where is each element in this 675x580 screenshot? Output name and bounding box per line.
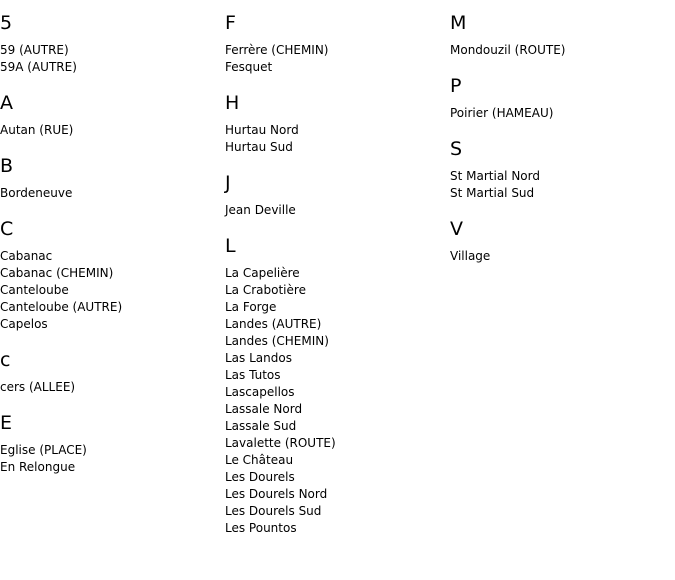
letter-group — [0, 155, 225, 202]
letter-group — [450, 218, 675, 265]
street-list — [450, 168, 675, 202]
street-list-item: Autan (RUE) — [0, 123, 74, 137]
letter-group — [0, 349, 225, 396]
street-list-item: St Martial Nord — [450, 169, 540, 183]
street-list-item: Fesquet — [225, 60, 273, 74]
index-column — [0, 12, 225, 580]
letter-heading: J — [225, 172, 231, 194]
street-list-item: La Crabotière — [225, 283, 306, 297]
letter-group — [0, 12, 225, 76]
letter-group — [450, 12, 675, 59]
letter-heading: 5 — [0, 12, 13, 34]
letter-group — [450, 138, 675, 202]
street-index — [0, 12, 675, 580]
street-list — [0, 248, 225, 333]
street-list — [225, 42, 450, 76]
letter-heading: F — [225, 12, 236, 34]
letter-group — [450, 75, 675, 122]
index-column — [225, 12, 450, 580]
street-list — [225, 265, 450, 537]
letter-group — [225, 172, 450, 219]
street-list-item: 59 (AUTRE) — [0, 43, 69, 57]
street-list-item: Poirier (HAMEAU) — [450, 106, 554, 120]
street-list-item: La Capelière — [225, 266, 300, 280]
street-list — [450, 248, 675, 265]
letter-group — [225, 92, 450, 156]
street-list — [450, 42, 675, 59]
street-list-item: Le Château — [225, 453, 294, 467]
street-list-item: La Forge — [225, 300, 277, 314]
street-list-item: Bordeneuve — [0, 186, 73, 200]
street-list-item: Les Dourels — [225, 470, 295, 484]
street-list-item: Les Pountos — [225, 521, 297, 535]
letter-heading: M — [450, 12, 467, 34]
letter-heading: P — [450, 75, 462, 97]
street-list — [0, 42, 225, 76]
street-list-item: Hurtau Sud — [225, 140, 293, 154]
street-list — [225, 202, 450, 219]
street-list-item: Cabanac (CHEMIN) — [0, 266, 114, 280]
letter-heading: c — [0, 349, 11, 371]
street-list-item: Lassale Sud — [225, 419, 297, 433]
letter-heading: B — [0, 155, 14, 177]
street-list-item: Las Tutos — [225, 368, 281, 382]
letter-heading: V — [450, 218, 463, 240]
street-list — [0, 442, 225, 476]
street-list-item: cers (ALLEE) — [0, 380, 76, 394]
street-list-item: Ferrère (CHEMIN) — [225, 43, 329, 57]
street-list-item: En Relongue — [0, 460, 76, 474]
street-list-item: Jean Deville — [225, 203, 296, 217]
letter-group — [225, 235, 450, 537]
street-list-item: Eglise (PLACE) — [0, 443, 87, 457]
street-list-item: 59A (AUTRE) — [0, 60, 77, 74]
letter-group — [0, 412, 225, 476]
letter-heading: S — [450, 138, 463, 160]
index-column — [450, 12, 675, 580]
street-list-item: Village — [450, 249, 491, 263]
letter-heading: E — [0, 412, 13, 434]
letter-group — [0, 218, 225, 333]
street-list-item: Cabanac — [0, 249, 53, 263]
street-list-item: Landes (AUTRE) — [225, 317, 322, 331]
letter-group — [0, 92, 225, 139]
street-list-item: Las Landos — [225, 351, 292, 365]
letter-heading: L — [225, 235, 236, 257]
street-list-item: Landes (CHEMIN) — [225, 334, 329, 348]
letter-heading: A — [0, 92, 13, 114]
letter-heading: C — [0, 218, 14, 240]
street-list-item: Lassale Nord — [225, 402, 303, 416]
street-list-item: Capelos — [0, 317, 48, 331]
street-list-item: Les Dourels Nord — [225, 487, 328, 501]
letter-heading: H — [225, 92, 240, 114]
letter-group — [225, 12, 450, 76]
street-list-item: Lavalette (ROUTE) — [225, 436, 336, 450]
street-list-item: Lascapellos — [225, 385, 295, 399]
street-list-item: St Martial Sud — [450, 186, 535, 200]
street-list-item: Canteloube (AUTRE) — [0, 300, 123, 314]
street-list-item: Les Dourels Sud — [225, 504, 322, 518]
street-list-item: Canteloube — [0, 283, 69, 297]
street-list — [0, 122, 225, 139]
street-list-item: Hurtau Nord — [225, 123, 299, 137]
street-list-item: Mondouzil (ROUTE) — [450, 43, 566, 57]
street-list — [225, 122, 450, 156]
street-list — [0, 185, 225, 202]
street-list — [450, 105, 675, 122]
street-list — [0, 379, 225, 396]
